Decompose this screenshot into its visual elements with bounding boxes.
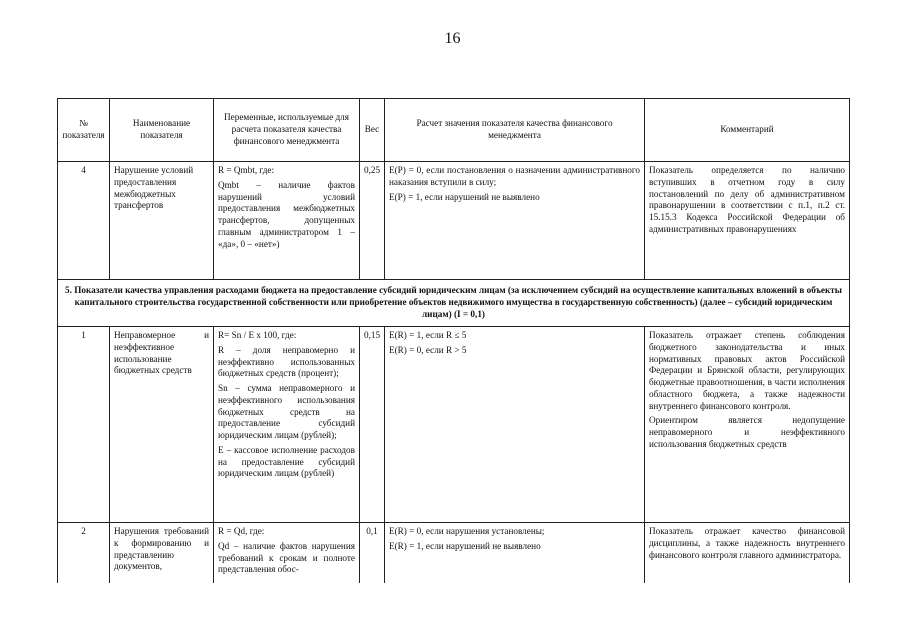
calculation-line: E(R) = 1, если нарушений не выявлено — [389, 540, 541, 551]
calculation-line: E(R) = 0, если R > 5 — [389, 344, 467, 355]
variables-line: R – доля неправомерно и неэффективно использованных бюджетных средств (процент); — [218, 344, 355, 379]
row-name: Нарушение условий предоставления межбюджетных трансфертов — [110, 162, 214, 280]
row-variables — [214, 523, 360, 583]
comment-paragraph: Показатель определяется по наличию вступивших в отчетном году в силу постановлений по делу об административном правонарушении в соответствии с п.1, п.2 ст. 15.15.3 Кодекса Российской Федерации об административных правонарушениях — [649, 165, 845, 234]
variables-line: R = Qd, где: — [218, 526, 265, 536]
row-comment — [645, 162, 850, 280]
variables-line: R= Sn / E x 100, где: — [218, 330, 297, 340]
row-weight: 0,15 — [360, 327, 385, 523]
variables-line: Qd – наличие фактов нарушения требований к срокам и полноте представления обос- — [218, 540, 355, 575]
table-row — [58, 327, 850, 523]
page-number: 16 — [444, 30, 461, 47]
row-calculation — [385, 162, 645, 280]
header-name: Наименование показателя — [110, 99, 214, 162]
section-heading-row — [58, 280, 850, 327]
header-comment: Комментарий — [645, 99, 850, 162]
row-number: 1 — [58, 327, 110, 523]
header-calculation: Расчет значения показателя качества финансового менеджмента — [385, 99, 645, 162]
row-calculation — [385, 327, 645, 523]
row-name: Неправомерное и неэффективное использование бюджетных средств — [110, 327, 214, 523]
row-comment — [645, 523, 850, 583]
comment-paragraph: Показатель отражает степень соблюдения бюджетного законодательства и иных нормативных правовых актов Российской Федерации и Брянской области, регулирующих бюджетные правоотношения, в части исполнения областного бюджета, а также надежности внутреннего финансового контроля. — [649, 330, 845, 411]
calculation-line: E(P) = 0, если постановления о назначении административного наказания вступили в силу; — [389, 165, 640, 187]
variables-line: Sn – сумма неправомерного и неэффективного использования бюджетных средств на предоставление субсидий юридическим лицам (рублей); — [218, 383, 355, 441]
table-header-row — [58, 99, 850, 162]
variables-line: Qmbt – наличие фактов нарушений условий предоставления межбюджетных трансфертов, допущенных главным администратором 1 – «да», 0 – «нет») — [218, 179, 355, 249]
table-row — [58, 162, 850, 280]
header-weight: Вес — [360, 99, 385, 162]
comment-paragraph: Показатель отражает качество финансовой дисциплины, а также надежность внутреннего финансового контроля главного администратора. — [649, 526, 845, 560]
row-number: 2 — [58, 523, 110, 583]
row-calculation — [385, 523, 645, 583]
calculation-line: E(R) = 0, если нарушения установлены; — [389, 526, 545, 536]
row-name: Нарушения требований к формированию и представлению документов, — [110, 523, 214, 583]
row-weight: 0,1 — [360, 523, 385, 583]
comment-paragraph: Ориентиром является недопущение неправомерного и неэффективного использования бюджетных средств — [649, 415, 845, 449]
variables-line: E – кассовое исполнение расходов на предоставление субсидий юридическим лицам (рублей) — [218, 444, 355, 479]
row-number: 4 — [58, 162, 110, 280]
variables-line: R = Qmbt, где: — [218, 165, 275, 175]
row-variables — [214, 327, 360, 523]
row-variables — [214, 162, 360, 280]
calculation-line: E(R) = 1, если R ≤ 5 — [389, 330, 467, 340]
row-weight: 0,25 — [360, 162, 385, 280]
header-variables: Переменные, используемые для расчета показателя качества финансового менеджмента — [214, 99, 360, 162]
row-comment — [645, 327, 850, 523]
table-row — [58, 523, 850, 583]
calculation-line: E(P) = 1, если нарушений не выявлено — [389, 191, 540, 202]
header-number: № показателя — [58, 99, 110, 162]
indicators-table — [57, 98, 850, 583]
section-title: 5. Показатели качества управления расходами бюджета на предоставление субсидий юридическим лицам (за исключением субсидий на осуществление капитальных вложений в объекты капитального строительства государственной собственности или приобретение объектов недвижимого имущества в государственную собственность) (далее – субсидий юридическим лицам) (I = 0,1) — [58, 280, 850, 327]
